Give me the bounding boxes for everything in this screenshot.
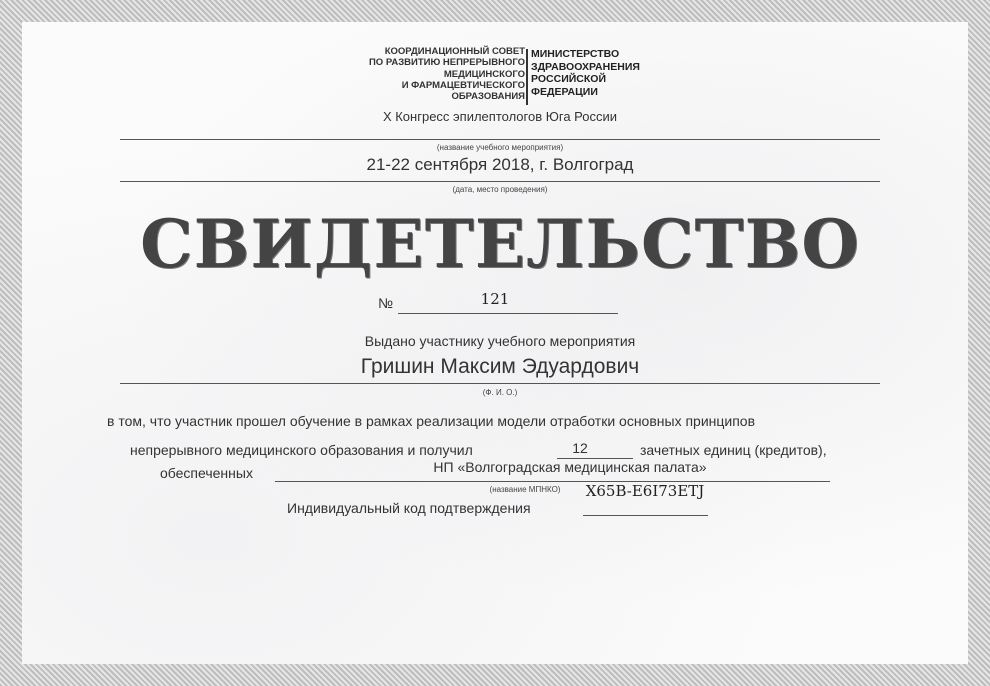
ministry-line: РОССИЙСКОЙ: [531, 73, 606, 85]
event-date-place: 21-22 сентября 2018, г. Волгоград: [366, 155, 634, 174]
confirmation-code: X65B-E6I73ETJ: [585, 482, 705, 500]
council-logo-text: [340, 46, 525, 102]
logo-divider: [526, 49, 528, 105]
event-name: X Конгресс эпилептологов Юга России: [382, 109, 618, 124]
statement-line-2-start: непрерывного медицинского образования и получил: [130, 442, 473, 458]
ministry-line: ФЕДЕРАЦИИ: [531, 85, 598, 98]
issued-to-label: Выдано участнику учебного мероприятия: [364, 333, 636, 349]
number-sign: №: [378, 295, 394, 311]
participant-name: Гришин Максим Эдуардович: [360, 355, 640, 378]
statement-line-2-end: зачетных единиц (кредитов),: [640, 442, 827, 458]
event-name-caption: (название учебного мероприятия): [436, 143, 564, 152]
date-place-underline: [120, 181, 880, 182]
council-line: И ФАРМАЦЕВТИЧЕСКОГО: [401, 79, 525, 91]
certificate-title: СВИДЕТЕЛЬСТВО: [140, 205, 860, 283]
ministry-line: МИНИСТЕРСТВО: [531, 48, 620, 60]
provider-caption: (название МПНКО): [489, 485, 561, 494]
date-place-caption: (дата, место проведения): [452, 185, 548, 194]
provider-name: НП «Волгоградская медицинская палата»: [433, 459, 707, 475]
provided-by-label: обеспеченных: [160, 465, 253, 481]
council-line: ОБРАЗОВАНИЯ: [451, 91, 525, 103]
credits-value: 12: [572, 440, 588, 456]
provider-underline: [275, 481, 830, 482]
participant-name-underline: [120, 383, 880, 384]
ministry-logo-text: [531, 48, 661, 98]
code-underline: [583, 515, 708, 516]
ministry-line: ЗДРАВООХРАНЕНИЯ: [531, 60, 640, 73]
number-underline: [398, 313, 618, 314]
code-label: Индивидуальный код подтверждения: [287, 500, 531, 516]
council-line: ПО РАЗВИТИЮ НЕПРЕРЫВНОГО: [368, 57, 525, 69]
council-line: КООРДИНАЦИОННЫЙ СОВЕТ: [384, 46, 525, 57]
certificate-number: 121: [480, 290, 510, 308]
event-name-underline: [120, 139, 880, 140]
council-line: МЕДИЦИНСКОГО: [443, 68, 525, 80]
statement-line-1: в том, что участник прошел обучение в рамках реализации модели отработки основных принципов: [107, 413, 756, 429]
fio-caption: (Ф. И. О.): [482, 388, 518, 397]
